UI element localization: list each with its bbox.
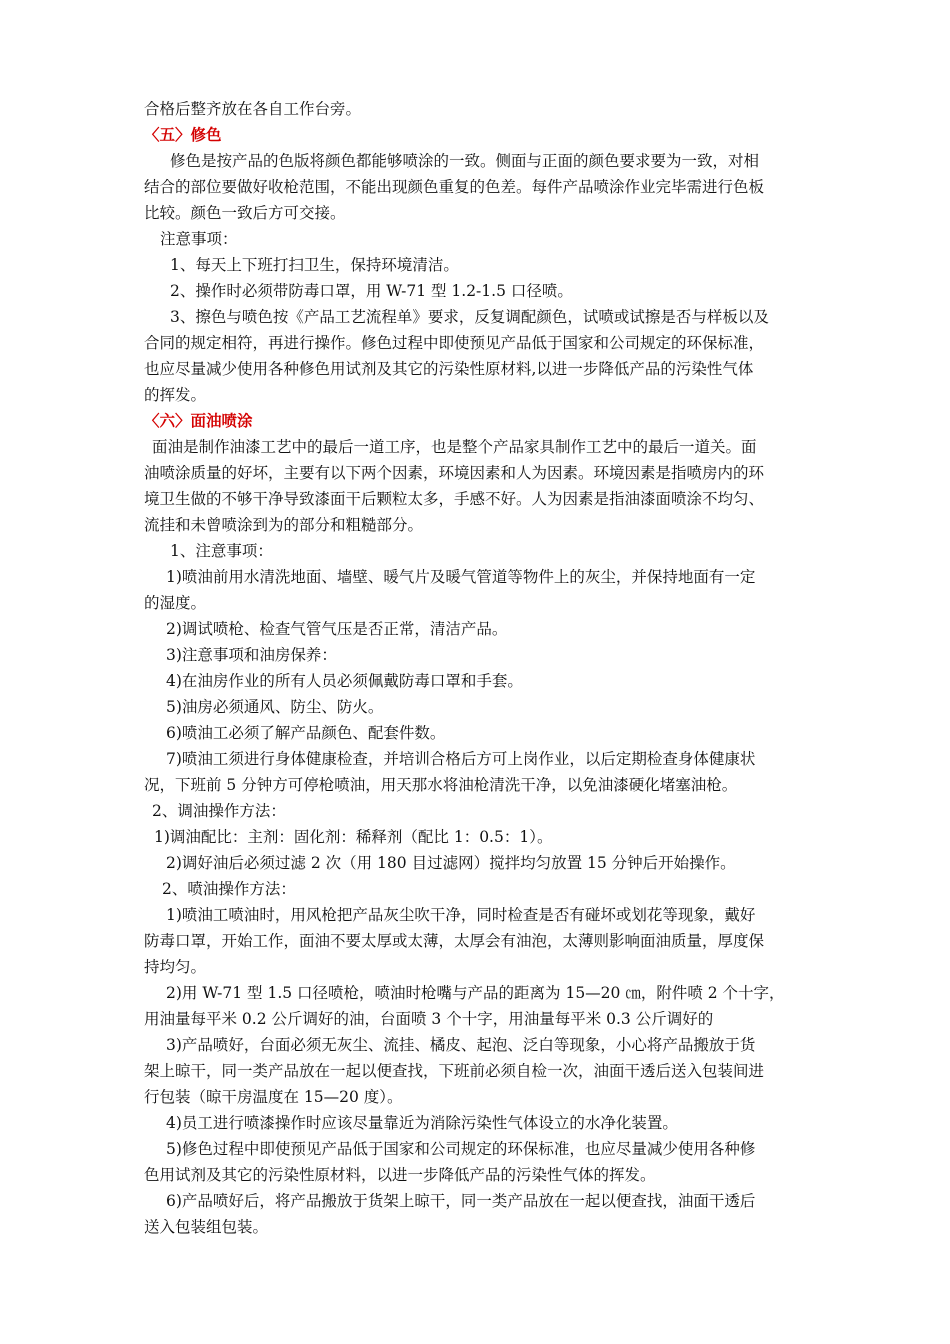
text-line: 2、喷油操作方法：	[162, 880, 296, 898]
text-line: 比较。颜色一致后方可交接。	[144, 204, 346, 222]
text-line: 防毒口罩，开始工作，面油不要太厚或太薄，太厚会有油泡，太薄则影响面油质量，厚度保	[144, 932, 765, 950]
text-line: 3)产品喷好，台面必须无灰尘、流挂、橘皮、起泡、泛白等现象，小心将产品搬放于货	[166, 1036, 756, 1054]
section-heading-5: 〈五〉修色	[144, 126, 222, 144]
text-line: 结合的部位要做好收枪范围，不能出现颜色重复的色差。每件产品喷涂作业完毕需进行色板	[144, 178, 765, 196]
text-line: 架上晾干，同一类产品放在一起以便查找，下班前必须自检一次，油面干透后送入包装间进	[144, 1062, 765, 1080]
text-line: 2)用 W-71 型 1.5 口径喷枪，喷油时枪嘴与产品的距离为 15—20 ㎝，附件喷 2 个十字，	[166, 984, 785, 1002]
text-line: 合同的规定相符，再进行操作。修色过程中即使预见产品低于国家和公司规定的环保标准，	[144, 334, 765, 352]
text-line: 1)喷油工喷油时，用风枪把产品灰尘吹干净，同时检查是否有碰坏或划花等现象，戴好	[166, 906, 756, 924]
text-line: 面油是制作油漆工艺中的最后一道工序，也是整个产品家具制作工艺中的最后一道关。面	[152, 438, 757, 456]
text-line: 修色是按产品的色版将颜色都能够喷涂的一致。侧面与正面的颜色要求要为一致，对相	[170, 152, 760, 170]
text-line: 行包装（晾干房温度在 15—20 度）。	[144, 1088, 403, 1106]
text-line: 况，下班前 5 分钟方可停枪喷油，用天那水将油枪清洗干净，以免油漆硬化堵塞油枪。	[144, 776, 738, 794]
text-line: 4)在油房作业的所有人员必须佩戴防毒口罩和手套。	[166, 672, 523, 690]
text-line: 合格后整齐放在各自工作台旁。	[144, 100, 362, 118]
text-line: 2、调油操作方法：	[152, 802, 286, 820]
text-line: 3、擦色与喷色按《产品工艺流程单》要求，反复调配颜色，试喷或试擦是否与样板以及	[170, 308, 769, 326]
text-line: 2)调试喷枪、检查气管气压是否正常，清洁产品。	[166, 620, 508, 638]
text-line: 流挂和未曾喷涂到为的部分和粗糙部分。	[144, 516, 424, 534]
text-line: 送入包装组包装。	[144, 1218, 269, 1236]
text-line: 境卫生做的不够干净导致漆面干后颗粒太多，手感不好。人为因素是指油漆面喷涂不均匀、	[144, 490, 765, 508]
text-line: 3)注意事项和油房保养：	[166, 646, 337, 664]
text-line: 也应尽量减少使用各种修色用试剂及其它的污染性原材料,以进一步降低产品的污染性气体	[144, 360, 754, 378]
text-line: 1、注意事项：	[170, 542, 273, 560]
text-line: 5)修色过程中即使预见产品低于国家和公司规定的环保标准，也应尽量减少使用各种修	[166, 1140, 756, 1158]
text-line: 1)喷油前用水清洗地面、墙壁、暖气片及暖气管道等物件上的灰尘，并保持地面有一定	[166, 568, 756, 586]
text-line: 6)产品喷好后，将产品搬放于货架上晾干，同一类产品放在一起以便查找，油面干透后	[166, 1192, 756, 1210]
text-line: 油喷涂质量的好坏，主要有以下两个因素，环境因素和人为因素。环境因素是指喷房内的环	[144, 464, 765, 482]
text-line: 7)喷油工须进行身体健康检查，并培训合格后方可上岗作业，以后定期检查身体健康状	[166, 750, 756, 768]
text-line: 6)喷油工必须了解产品颜色、配套件数。	[166, 724, 446, 742]
text-line: 2、操作时必须带防毒口罩，用 W-71 型 1.2-1.5 口径喷。	[170, 282, 573, 300]
text-line: 1、每天上下班打扫卫生，保持环境清洁。	[170, 256, 459, 274]
text-line: 4)员工进行喷漆操作时应该尽量靠近为消除污染性气体设立的水净化装置。	[166, 1114, 678, 1132]
text-line: 5)油房必须通风、防尘、防火。	[166, 698, 384, 716]
text-line: 用油量每平米 0.2 公斤调好的油，台面喷 3 个十字，用油量每平米 0.3 公斤调好的	[144, 1010, 714, 1028]
text-line: 的湿度。	[144, 594, 207, 612]
text-line: 1)调油配比：主剂：固化剂：稀释剂（配比 1：0.5：1）。	[154, 828, 553, 846]
section-heading-6: 〈六〉面油喷涂	[144, 412, 253, 430]
text-line: 注意事项：	[160, 230, 238, 248]
text-line: 的挥发。	[144, 386, 207, 404]
text-line: 持均匀。	[144, 958, 207, 976]
text-line: 色用试剂及其它的污染性原材料，以进一步降低产品的污染性气体的挥发。	[144, 1166, 656, 1184]
text-line: 2)调好油后必须过滤 2 次（用 180 目过滤网）搅拌均匀放置 15 分钟后开始操作。	[166, 854, 736, 872]
